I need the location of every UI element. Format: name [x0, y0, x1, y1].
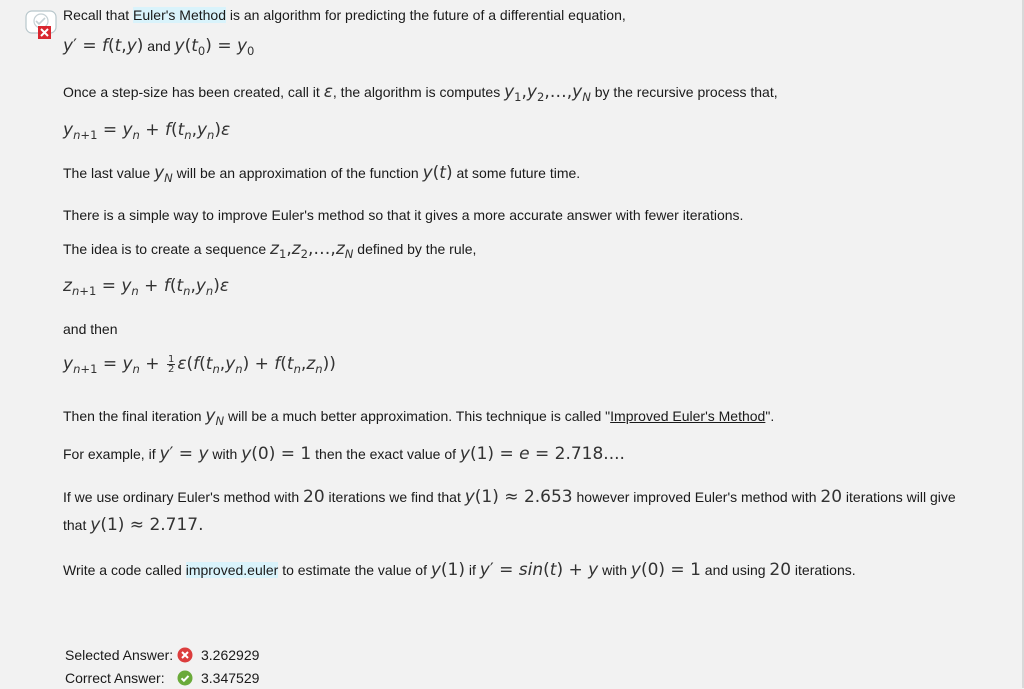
comparison-line-cont: that y(1) ≈ 2.717.: [63, 515, 204, 535]
example-line: For example, if y′ = y with y(0) = 1 then the exact value of y(1) = e = 2.718....: [63, 444, 625, 464]
correct-answer-label: Correct Answer:: [65, 669, 165, 686]
z-recursion-equation: $z_{n+1} = y_n + f(t_n,y_n)\varepsilon$: [63, 276, 230, 299]
answer-section: [65, 643, 259, 689]
euler-method-highlight: Euler's Method: [133, 7, 226, 23]
improved-recursion-equation: $y_{n+1} = y_n$ + $\frac{1}{2}$ $\varepsilon(f(t_n,y_n) + f(t_n,z_n))$: [63, 353, 336, 377]
correct-answer-row: [65, 666, 259, 689]
selected-answer-label: Selected Answer:: [65, 646, 174, 663]
task-line: Write a code called improved.euler to estimate the value of y(1) if y′ = sin(t) + y with y(0) = 1 and using 20 iterations.: [63, 560, 856, 580]
euler-recursion-equation: $y_{n+1} = y_n + f(t_n,y_n)\varepsilon$: [63, 120, 231, 143]
comparison-line: If we use ordinary Euler's method with 20 iterations we find that y(1) ≈ 2.653 however improved Euler's method with 20 iterations will give: [63, 487, 956, 507]
correct-icon: [177, 670, 193, 686]
last-value-line: The last value $y_N$ will be an approximation of the function y(t) at some future time.: [63, 163, 581, 186]
and-then-line: and then: [63, 321, 118, 337]
incorrect-icon: [177, 647, 193, 663]
selected-answer-value: 3.262929: [201, 646, 260, 663]
final-iteration-line: Then the final iteration $y_N$ will be a much better approximation. This technique is called "Improved Euler's Method".: [63, 406, 775, 429]
ode-equation: y′ = f(t,y) and $y(t_0) = y_0$: [63, 36, 255, 59]
idea-line: The idea is to create a sequence $z_1,z_2,\dots,z_N$ defined by the rule,: [63, 239, 477, 262]
selected-answer-row: [65, 643, 259, 666]
step-size-line: Once a step-size has been created, call it ε, the algorithm is computes $y_1,y_2,\dots,y_N$ by the recursive process that,: [63, 82, 778, 105]
incorrect-status-icon: [24, 10, 58, 42]
intro-line: Recall that Euler's Method is an algorithm for predicting the future of a differential equation,: [63, 7, 626, 23]
improve-line: There is a simple way to improve Euler's method so that it gives a more accurate answer with fewer iterations.: [63, 207, 744, 223]
correct-answer-value: 3.347529: [201, 669, 260, 686]
improved-euler-link[interactable]: Improved Euler's Method: [610, 408, 766, 424]
code-name-highlight: improved.euler: [185, 562, 279, 578]
